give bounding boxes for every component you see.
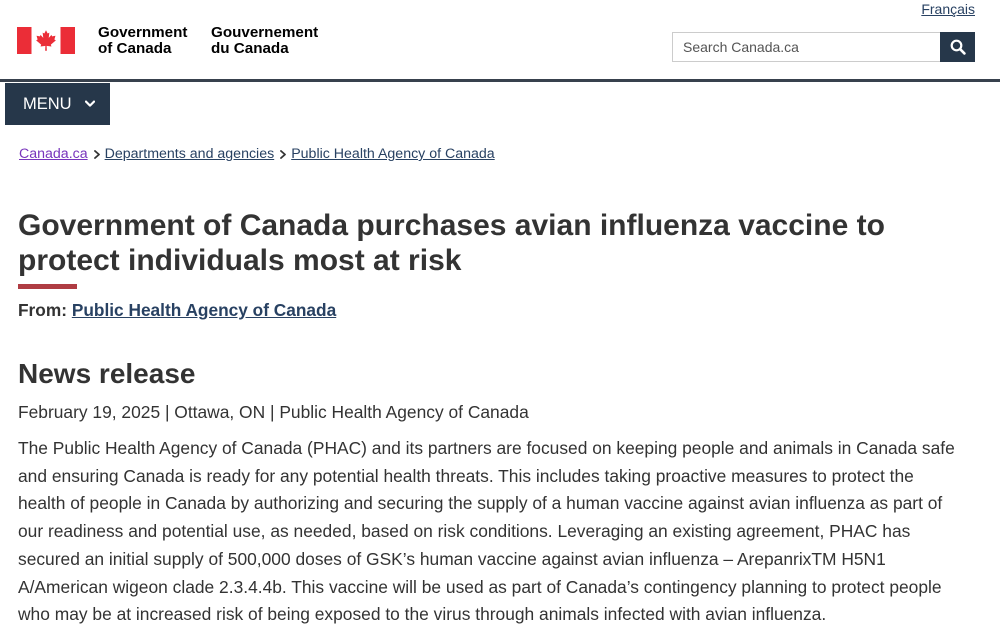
breadcrumb-link-canada-ca[interactable]: Canada.ca — [19, 146, 88, 162]
wordmark-french — [211, 25, 318, 56]
breadcrumb-list — [19, 145, 495, 163]
chevron-right-icon — [280, 150, 286, 159]
paragraph-line: our readiness and potential use, as needed, based on risk conditions. Leveraging an existing agreement, PHAC has — [18, 521, 911, 542]
from-line — [18, 300, 336, 320]
wordmark-english-line-2: of Canada — [98, 39, 172, 57]
breadcrumb-link-departments[interactable]: Departments and agencies — [104, 146, 275, 162]
breadcrumb-item — [88, 145, 275, 163]
breadcrumb — [19, 145, 495, 163]
canada-flag-icon — [17, 27, 75, 54]
wordmark-french-line-2: du Canada — [211, 39, 289, 57]
language-toggle-link[interactable]: Français — [921, 1, 975, 17]
section-heading: News release — [18, 358, 196, 389]
from-label: From: — [18, 300, 67, 320]
paragraph-line: A/American wigeon clade 2.3.4.4b. This vaccine will be used as part of Canada’s contingency planning to protect people — [18, 576, 942, 597]
paragraph-line: and ensuring Canada is ready for any potential health threats. This includes taking proactive measures to protect the — [18, 465, 914, 486]
menu-button-label: MENU — [23, 94, 72, 113]
chevron-down-icon — [85, 100, 95, 108]
paragraph-line: health of people in Canada by authorizing and securing the supply of a human vaccine against avian influenza as part of — [18, 493, 943, 514]
header-divider — [0, 79, 1000, 82]
dateline: February 19, 2025 | Ottawa, ON | Public Health Agency of Canada — [18, 402, 529, 422]
paragraph-line: who may be at increased risk of being exposed to the virus through animals infected with avian influenza. — [18, 604, 827, 625]
breadcrumb-item — [19, 145, 88, 163]
title-underline — [18, 284, 77, 289]
search-icon — [950, 39, 966, 55]
wordmark-english — [98, 25, 187, 56]
search-button[interactable] — [940, 32, 975, 62]
breadcrumb-link-phac[interactable]: Public Health Agency of Canada — [291, 146, 495, 162]
wordmark-english-line-1: Government — [98, 24, 188, 41]
menu-button[interactable] — [5, 83, 110, 125]
body-paragraph — [18, 435, 955, 629]
wordmark-french-line-1: Gouvernement — [211, 24, 319, 41]
search-input[interactable] — [672, 32, 940, 62]
paragraph-line: secured an initial supply of 500,000 doses of GSK’s human vaccine against avian influenza – ArepanrixTM H5N1 — [18, 548, 886, 569]
chevron-right-icon — [94, 150, 100, 159]
from-department-link[interactable]: Public Health Agency of Canada — [71, 300, 337, 320]
gc-signature-link[interactable] — [17, 25, 322, 56]
breadcrumb-item — [274, 145, 495, 163]
paragraph-line: The Public Health Agency of Canada (PHAC) and its partners are focused on keeping people and animals in Canada safe — [18, 438, 955, 458]
page-title: Government of Canada purchases avian influenza vaccine to protect individuals most at risk — [18, 209, 885, 277]
